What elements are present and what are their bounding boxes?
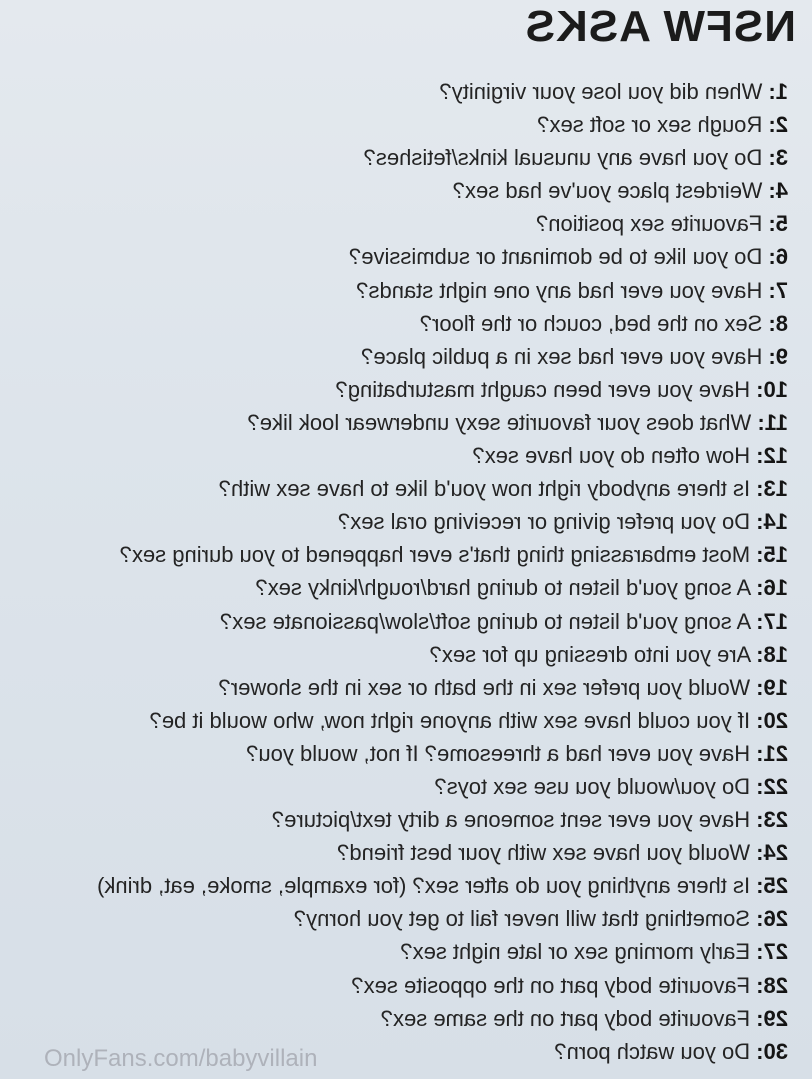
question-text: Favourite body part on the opposite sex? [351,972,751,998]
question-item [97,439,788,472]
question-number: 25: [756,873,788,899]
question-text: Is there anybody right now you'd like to have sex with? [218,476,751,502]
question-number: 2: [768,112,788,138]
question-item [97,141,788,174]
question-list [97,75,788,1068]
question-text: Something that will never fail to get you horny? [293,906,751,932]
question-text: Do you watch porn? [554,1038,751,1064]
question-text: Would you have sex with your best friend? [337,840,751,866]
question-number: 7: [768,277,788,303]
question-item [97,174,788,207]
question-text: Sex on the bed, couch or the floor? [419,310,763,336]
question-number: 20: [756,707,788,733]
question-text: Early morning sex or late night sex? [400,939,751,965]
question-item [97,207,788,240]
question-text: Most embarassing thing that's ever happened to you during sex? [119,542,751,568]
question-number: 8: [768,310,788,336]
question-number: 4: [768,178,788,204]
question-number: 21: [756,740,788,766]
question-number: 5: [768,211,788,237]
question-item [97,240,788,273]
question-item [97,704,788,737]
question-text: A song you'd listen to during soft/slow/passionate sex? [219,608,752,634]
question-text: How often do you have sex? [472,443,751,469]
question-item [97,340,788,373]
question-number: 16: [756,575,788,601]
question-item [97,505,788,538]
question-number: 24: [756,840,788,866]
question-number: 23: [756,807,788,833]
watermark: OnlyFans.com/babyvillain [44,1045,318,1072]
question-item [97,770,788,803]
question-number: 22: [756,773,788,799]
question-number: 27: [756,939,788,965]
question-item [97,75,788,108]
question-number: 26: [756,906,788,932]
question-text: Is there anything you do after sex? (for example, smoke, eat, drink) [97,873,751,899]
question-text: Have you ever had sex in a public place? [361,343,763,369]
question-text: Would you prefer sex in the bath or sex in the shower? [218,674,751,700]
question-item [97,737,788,770]
question-text: If you could have sex with anyone right now, who would it be? [149,707,751,733]
question-item [97,472,788,505]
question-text: Favourite sex position? [536,211,763,237]
question-text: Rough sex or soft sex? [537,112,763,138]
question-text: Do you/would you use sex toys? [434,773,751,799]
question-item [97,1002,788,1035]
question-item [97,571,788,604]
question-number: 11: [757,409,788,435]
question-item [97,836,788,869]
question-number: 3: [768,145,788,171]
question-text: What does your favourite sexy underwear look like? [247,409,752,435]
question-item [97,108,788,141]
question-item [97,671,788,704]
question-number: 6: [768,244,788,270]
question-text: Do you prefer giving or receiving oral sex? [337,509,751,535]
page-title: NSFW ASKS [524,2,796,51]
question-number: 17: [756,608,788,634]
question-item [97,969,788,1002]
question-text: Weirdest place you've had sex? [452,178,763,204]
question-text: Have you ever had a threesome? If not, would you? [246,740,751,766]
question-number: 14: [756,509,788,535]
question-item [97,406,788,439]
question-item [97,902,788,935]
question-text: Have you ever had any one night stands? [356,277,763,303]
question-number: 12: [756,443,788,469]
question-text: Do you have any unusual kinks/fetishes? [363,145,763,171]
question-number: 1: [768,79,788,104]
question-item [97,274,788,307]
question-number: 13: [756,476,788,502]
question-text: When did you lose your virginity? [439,79,763,104]
question-item [97,307,788,340]
question-number: 19: [756,674,788,700]
question-item [97,638,788,671]
question-text: A song you'd listen to during hard/rough/kinky sex? [255,575,752,601]
question-text: Have you ever been caught masturbating? [335,376,751,402]
question-item [97,803,788,836]
question-number: 9: [768,343,788,369]
question-number: 28: [756,972,788,998]
question-number: 30: [756,1038,788,1064]
question-text: Are you into dressing up for sex? [429,641,752,667]
question-number: 15: [756,542,788,568]
question-item [97,373,788,406]
question-number: 18: [756,641,788,667]
question-text: Have you ever sent someone a dirty text/picture? [271,807,751,833]
question-text: Favourite body part on the same sex? [380,1005,751,1031]
question-item [97,605,788,638]
question-item [97,869,788,902]
question-number: 29: [756,1005,788,1031]
question-item [97,538,788,571]
question-item [97,935,788,968]
question-number: 10: [756,376,788,402]
question-text: Do you like to be dominant or submissive? [348,244,763,270]
